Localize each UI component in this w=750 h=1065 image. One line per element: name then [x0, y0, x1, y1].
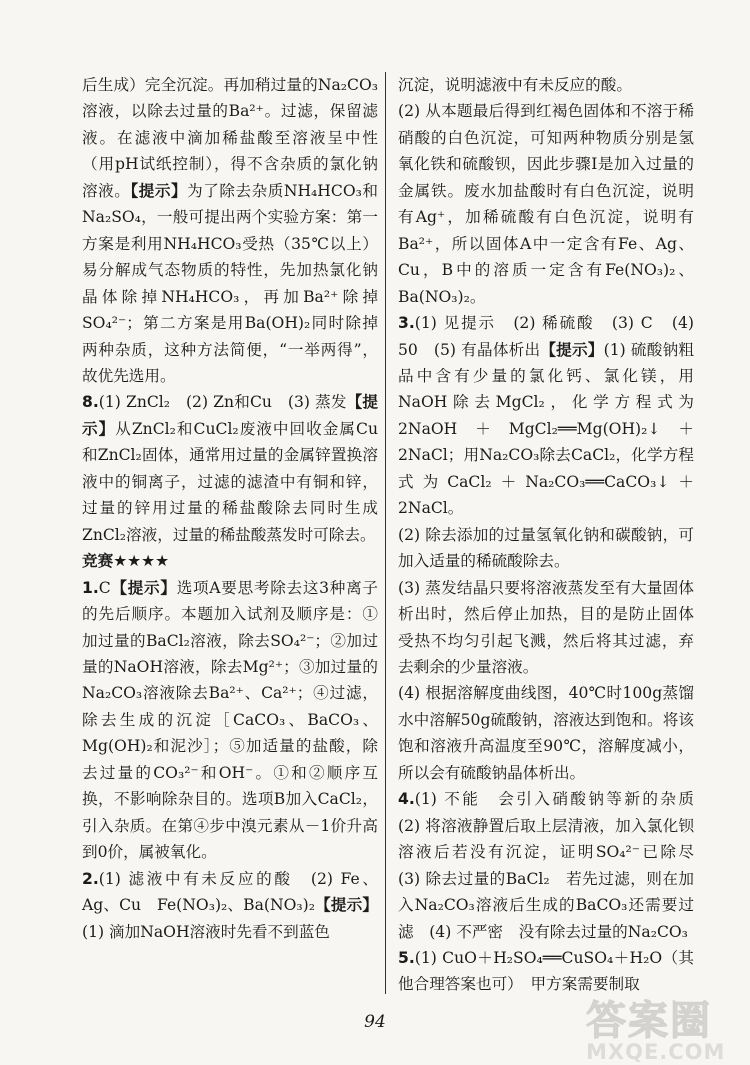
item-answer: (1) 见提示 (2) 稀硫酸 (3) C (4) 50 (5) 有晶体析出	[398, 314, 699, 359]
item-answer: (1) 滤液中有未反应的酸 (2) Fe、Ag、Cu Fe(NO₃)₂、Ba(NO₃)₂	[82, 869, 378, 915]
item-answer: (1) ZnCl₂ (2) Zn和Cu (3) 蒸发	[98, 393, 347, 412]
sub-answer: (4) 根据溶解度曲线图，40℃时100g蒸馏水中溶解50g硫酸钠，溶液达到饱和。将该饱和溶液升高温度至90℃，溶解度减小，所以会有硫酸钠晶体析出。	[398, 684, 694, 782]
item-number: 8.	[82, 393, 99, 412]
page-number: 94	[364, 1012, 386, 1032]
left-column	[82, 72, 378, 945]
item-number: 5.	[398, 948, 415, 967]
answer-item-1	[82, 575, 378, 866]
hint-label: 【提示】	[130, 181, 188, 200]
item-number: 2.	[82, 869, 99, 888]
item-explanation: (1) 滴加NaOH溶液时先看不到蓝色	[82, 922, 330, 941]
hint-label: 【提示】	[110, 578, 177, 597]
section-heading: 竞赛★★★★	[82, 552, 170, 571]
answer-item-8	[82, 389, 378, 548]
answer-item-2	[82, 866, 378, 945]
left-para-0-text: 后生成）完全沉淀。再加稍过量的Na₂CO₃溶液，以除去过量的Ba²⁺。过滤，保留滤液。在滤液中滴加稀盐酸至溶液呈中性（用pH试纸控制），得不含杂质的氯化钠溶液。	[82, 76, 378, 200]
sub-answer: (2) 除去添加的过量氢氧化钠和碳酸钠，可加入适量的稀硫酸除去。	[398, 525, 694, 571]
left-para-0	[82, 72, 378, 389]
item-answer: (1) 不能 会引入硝酸钠等新的杂质 (2) 将溶液静置后取上层清液，加入氯化钡溶液后若没有沉淀，证明SO₄²⁻已除尽 (3) 除去过量的BaCl₂ 若先过滤，则在加入Na₂CO₃溶液后生成的BaCO₃还需要过滤 (4) 不严密 没有除去过量的Na₂CO₃	[398, 790, 710, 941]
item-answer: C	[98, 578, 111, 597]
item-number: 1.	[82, 578, 99, 597]
column-divider	[385, 72, 386, 994]
sub-answer: (3) 蒸发结晶只要将溶液蒸发至有大量固体析出时，然后停止加热，目的是防止固体受热不均匀引起飞溅，然后将其过滤，弃去剩余的少量溶液。	[398, 578, 694, 676]
item-answer: (1) CuO＋H₂SO₄══CuSO₄＋H₂O（其他合理答案也可） 甲方案需要制取	[398, 948, 694, 994]
item-explanation: 选项A要思考除去这3种离子的先后顺序。本题加入试剂及顺序是：①加过量的BaCl₂溶液，除去SO₄²⁻；②加过量的NaOH溶液，除去Mg²⁺；③加过量的Na₂CO₃溶液除去Ba²⁺、Ca²⁺；④过滤，除去生成的沉淀［CaCO₃、BaCO₃、Mg(OH)₂和泥沙］；⑤加适量的盐酸，除去过量的CO₃²⁻和OH⁻。①和②顺序互换，不影响除杂目的。选项B加入CaCl₂，引入杂质。在第④步中溴元素从－1价升高到0价，属被氧化。	[82, 578, 378, 862]
hint-label: 【提示】	[315, 896, 378, 915]
item-explanation: 从ZnCl₂和CuCl₂废液中回收金属Cu和ZnCl₂固体，通常用过量的金属锌置换溶液中的铜离子，过滤的滤渣中有铜和锌，过量的锌用过量的稀盐酸除去同时生成ZnCl₂溶液，过量的稀盐酸蒸发时可除去。	[82, 419, 378, 544]
watermark-logo	[586, 989, 736, 1064]
right-column	[398, 72, 710, 998]
item-explanation: (1) 硫酸钠粗品中含有少量的氯化钙、氯化镁，用NaOH除去MgCl₂，化学方程式为2NaOH＋MgCl₂══Mg(OH)₂↓＋2NaCl；用Na₂CO₃除去CaCl₂，化学方程式为CaCl₂＋Na₂CO₃══CaCO₃↓＋2NaCl。	[398, 340, 694, 518]
right-para-0: 沉淀，说明滤液中有未反应的酸。	[398, 76, 632, 94]
answer-item-3	[398, 310, 699, 522]
item-number: 4.	[398, 790, 415, 809]
sub-answer: (2) 从本题最后得到红褐色固体和不溶于稀硝酸的白色沉淀，可知两种物质分别是氢氧化铁和硫酸钡，因此步骤Ⅰ是加入过量的金属铁。废水加盐酸时有白色沉淀，说明有Ag⁺，加稀硫酸有白色沉淀，说明有Ba²⁺，所以固体A中一定含有Fe、Ag、Cu，B中的溶质一定含有Fe(NO₃)₂、Ba(NO₃)₂。	[398, 102, 694, 306]
hint-label: 【提示】	[82, 393, 378, 438]
watermark-title: 答案圈	[586, 998, 712, 1044]
item-number: 3.	[398, 314, 415, 333]
left-para-0-after: 为了除去杂质NH₄HCO₃和Na₂SO₄，一般可提出两个实验方案：第一方案是利用NH₄HCO₃受热（35℃以上）易分解成气态物质的特性，先加热氯化钠晶体除掉NH₄HCO₃，再加Ba²⁺除掉SO₄²⁻；第二方案是用Ba(OH)₂同时除掉两种杂质，这种方法简便，“一举两得”，故优先选用。	[82, 181, 378, 385]
watermark-url: MXQE.COM	[586, 1040, 726, 1064]
answer-item-4	[398, 786, 710, 945]
hint-label: 【提示】	[540, 340, 604, 359]
